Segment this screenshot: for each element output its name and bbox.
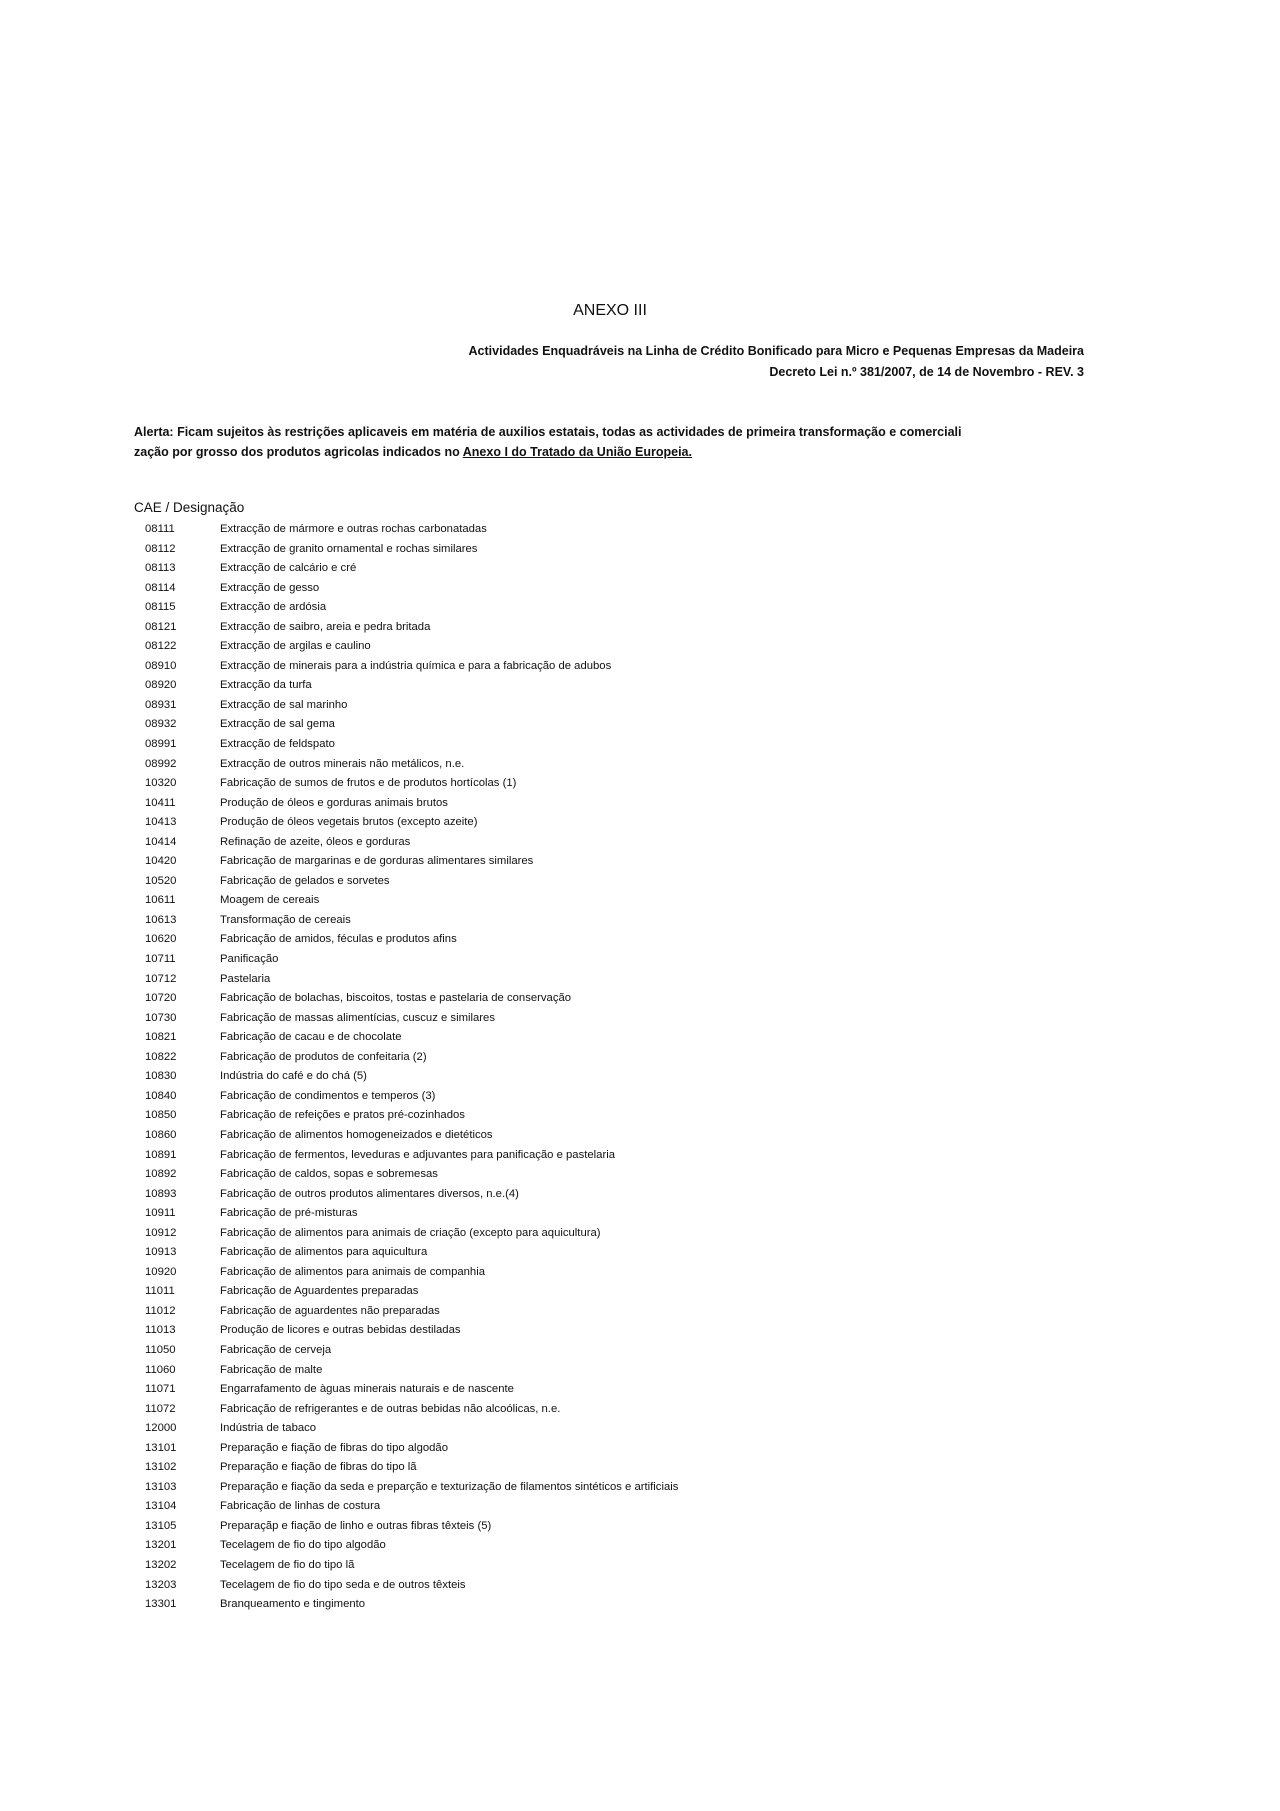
cae-code: 10413: [145, 816, 177, 829]
alert-line-2: [134, 442, 1014, 462]
table-row: [0, 1498, 1280, 1518]
table-row: [0, 1459, 1280, 1479]
table-row: [0, 1107, 1280, 1127]
activity-designation: Extracção de feldspato: [220, 738, 335, 751]
activity-designation: Fabricação de margarinas e de gorduras alimentares similares: [220, 855, 534, 868]
cae-code: 10830: [145, 1070, 177, 1083]
cae-code: 10712: [145, 972, 177, 985]
activity-designation: Fabricação de amidos, féculas e produtos afins: [220, 933, 457, 946]
alert-notice: [134, 422, 1014, 462]
table-row: [0, 1577, 1280, 1597]
cae-code: 10860: [145, 1128, 177, 1141]
table-row: [0, 1088, 1280, 1108]
table-row: [0, 1147, 1280, 1167]
cae-code: 08920: [145, 679, 177, 692]
cae-code: 13202: [145, 1558, 177, 1571]
activity-designation: Extracção de ardósia: [220, 601, 327, 614]
table-row: [0, 990, 1280, 1010]
cae-code: 11050: [145, 1343, 176, 1356]
activity-designation: Transformação de cereais: [220, 913, 351, 926]
cae-code: 08113: [145, 562, 176, 575]
cae-code: 08115: [145, 601, 176, 614]
table-row: [0, 560, 1280, 580]
activity-designation: Preparaçãp e fiação de linho e outras fibras têxteis (5): [220, 1519, 492, 1532]
table-row: [0, 912, 1280, 932]
table-row: [0, 1381, 1280, 1401]
activity-designation: Fabricação de alimentos homogeneizados e dietéticos: [220, 1128, 493, 1141]
cae-code: 08910: [145, 659, 177, 672]
activity-designation: Fabricação de produtos de confeitaria (2): [220, 1050, 427, 1063]
cae-code: 11072: [145, 1402, 176, 1415]
table-row: [0, 1557, 1280, 1577]
cae-code: 08932: [145, 718, 177, 731]
table-row: [0, 1049, 1280, 1069]
table-row: [0, 1518, 1280, 1538]
activity-designation: Fabricação de pré-misturas: [220, 1207, 358, 1220]
activity-designation: Fabricação de fermentos, leveduras e adjuvantes para panificação e pastelaria: [220, 1148, 615, 1161]
cae-code: 10411: [145, 796, 176, 809]
table-row: [0, 1166, 1280, 1186]
activity-designation: Fabricação de caldos, sopas e sobremesas: [220, 1168, 438, 1181]
activity-designation: Extracção de sal marinho: [220, 698, 348, 711]
cae-code: 08112: [145, 542, 176, 555]
activity-designation: Extracção da turfa: [220, 679, 312, 692]
activity-designation: Panificação: [220, 953, 279, 966]
activity-list: [0, 521, 1280, 1616]
activity-designation: Extracção de minerais para a indústria química e para a fabricação de adubos: [220, 659, 612, 672]
table-row: [0, 873, 1280, 893]
table-row: [0, 931, 1280, 951]
activity-designation: Extracção de argilas e caulino: [220, 640, 371, 653]
alert-line-2-text: zação por grosso dos produtos agricolas indicados no: [134, 445, 463, 459]
cae-code: 10620: [145, 933, 177, 946]
activity-designation: Tecelagem de fio do tipo algodão: [220, 1539, 386, 1552]
table-row: [0, 1127, 1280, 1147]
column-header: CAE / Designação: [134, 500, 245, 515]
cae-code: 10821: [145, 1031, 177, 1044]
cae-code: 11071: [145, 1383, 176, 1396]
cae-code: 10730: [145, 1011, 177, 1024]
document-subtitle: Actividades Enquadráveis na Linha de Crédito Bonificado para Micro e Pequenas Empresas da Madeira: [468, 344, 1084, 358]
activity-designation: Produção de óleos e gorduras animais brutos: [220, 796, 448, 809]
cae-code: 10913: [145, 1246, 177, 1259]
table-row: [0, 1205, 1280, 1225]
table-row: [0, 834, 1280, 854]
cae-code: 08114: [145, 581, 176, 594]
cae-code: 10822: [145, 1050, 177, 1063]
table-row: [0, 795, 1280, 815]
table-row: [0, 1068, 1280, 1088]
activity-designation: Fabricação de refrigerantes e de outras bebidas não alcoólicas, n.e.: [220, 1402, 561, 1415]
cae-code: 11012: [145, 1304, 176, 1317]
table-row: [0, 1362, 1280, 1382]
activity-designation: Fabricação de cerveja: [220, 1343, 332, 1356]
activity-designation: Extracção de gesso: [220, 581, 320, 594]
table-row: [0, 1010, 1280, 1030]
table-row: [0, 1440, 1280, 1460]
activity-designation: Fabricação de gelados e sorvetes: [220, 874, 390, 887]
table-row: [0, 1401, 1280, 1421]
table-row: [0, 1537, 1280, 1557]
table-row: [0, 1029, 1280, 1049]
activity-designation: Extracção de outros minerais não metálicos, n.e.: [220, 757, 465, 770]
cae-code: 08121: [145, 620, 177, 633]
activity-designation: Branqueamento e tingimento: [220, 1598, 366, 1611]
activity-designation: Produção de óleos vegetais brutos (excepto azeite): [220, 816, 478, 829]
table-row: [0, 580, 1280, 600]
cae-code: 10611: [145, 894, 176, 907]
activity-designation: Fabricação de condimentos e temperos (3): [220, 1089, 436, 1102]
activity-designation: Preparação e fiação de fibras do tipo lã: [220, 1461, 417, 1474]
cae-code: 08111: [145, 523, 175, 535]
table-row: [0, 1479, 1280, 1499]
cae-code: 11011: [145, 1285, 175, 1298]
cae-code: 10320: [145, 777, 177, 790]
cae-code: 10891: [145, 1148, 177, 1161]
activity-designation: Indústria do café e do chá (5): [220, 1070, 367, 1083]
table-row: [0, 892, 1280, 912]
decree-reference: Decreto Lei n.º 381/2007, de 14 de Novembro - REV. 3: [769, 365, 1084, 379]
activity-designation: Produção de licores e outras bebidas destiladas: [220, 1324, 461, 1337]
activity-designation: Indústria de tabaco: [220, 1422, 317, 1435]
cae-code: 10720: [145, 992, 177, 1005]
activity-designation: Fabricação de refeições e pratos pré-cozinhados: [220, 1109, 465, 1122]
table-row: [0, 1264, 1280, 1284]
cae-code: 10850: [145, 1109, 177, 1122]
table-row: [0, 1596, 1280, 1616]
activity-designation: Fabricação de bolachas, biscoitos, tostas e pastelaria de conservação: [220, 992, 572, 1005]
alert-line-1: Alerta: Ficam sujeitos às restrições aplicaveis em matéria de auxilios estatais, todas as actividades de primeira transformação e comerciali: [134, 425, 962, 439]
cae-code: 13101: [145, 1441, 177, 1454]
cae-code: 10912: [145, 1226, 177, 1239]
cae-code: 08122: [145, 640, 177, 653]
table-row: [0, 697, 1280, 717]
cae-code: 11013: [145, 1324, 176, 1337]
cae-code: 10414: [145, 835, 177, 848]
activity-designation: Extracção de mármore e outras rochas carbonatadas: [220, 523, 487, 535]
activity-designation: Preparação e fiação de fibras do tipo algodão: [220, 1441, 448, 1454]
table-row: [0, 971, 1280, 991]
activity-designation: Engarrafamento de àguas minerais naturais e de nascente: [220, 1383, 514, 1396]
table-row: [0, 736, 1280, 756]
cae-code: 11060: [145, 1363, 176, 1376]
activity-designation: Extracção de calcário e cré: [220, 562, 357, 575]
table-row: [0, 677, 1280, 697]
table-row: [0, 1186, 1280, 1206]
table-row: [0, 638, 1280, 658]
cae-code: 13103: [145, 1480, 177, 1493]
cae-code: 13301: [145, 1598, 177, 1611]
activity-designation: Fabricação de outros produtos alimentares diversos, n.e.(4): [220, 1187, 519, 1200]
activity-designation: Fabricação de linhas de costura: [220, 1500, 381, 1513]
treaty-annex-link[interactable]: Anexo I do Tratado da União Europeia.: [462, 445, 692, 459]
cae-code: 13105: [145, 1519, 177, 1532]
table-row: [0, 619, 1280, 639]
activity-designation: Extracção de saibro, areia e pedra britada: [220, 620, 431, 633]
table-row: [0, 1244, 1280, 1264]
cae-code: 08931: [145, 698, 177, 711]
table-row: [0, 1342, 1280, 1362]
table-row: [0, 1322, 1280, 1342]
document-title: ANEXO III: [573, 302, 647, 319]
activity-designation: Fabricação de aguardentes não preparadas: [220, 1304, 440, 1317]
table-row: [0, 1303, 1280, 1323]
cae-code: 08991: [145, 738, 177, 751]
activity-designation: Fabricação de Aguardentes preparadas: [220, 1285, 419, 1298]
cae-code: 10613: [145, 913, 177, 926]
table-row: [0, 814, 1280, 834]
cae-code: 13102: [145, 1461, 177, 1474]
table-row: [0, 521, 1280, 541]
activity-designation: Fabricação de cacau e de chocolate: [220, 1031, 402, 1044]
activity-designation: Extracção de granito ornamental e rochas similares: [220, 542, 478, 555]
cae-code: 13104: [145, 1500, 177, 1513]
activity-designation: Pastelaria: [220, 972, 271, 985]
cae-code: 10840: [145, 1089, 177, 1102]
table-row: [0, 853, 1280, 873]
cae-code: 10892: [145, 1168, 177, 1181]
table-row: [0, 716, 1280, 736]
activity-designation: Moagem de cereais: [220, 894, 320, 907]
cae-code: 13201: [145, 1539, 177, 1552]
activity-designation: Fabricação de alimentos para animais de companhia: [220, 1265, 485, 1278]
cae-code: 12000: [145, 1422, 177, 1435]
table-row: [0, 1420, 1280, 1440]
cae-code: 10911: [145, 1207, 176, 1220]
cae-code: 10920: [145, 1265, 177, 1278]
cae-code: 08992: [145, 757, 177, 770]
activity-designation: Refinação de azeite, óleos e gorduras: [220, 835, 411, 848]
table-row: [0, 1225, 1280, 1245]
activity-designation: Fabricação de sumos de frutos e de produtos hortícolas (1): [220, 777, 517, 790]
activity-designation: Fabricação de alimentos para aquicultura: [220, 1246, 428, 1259]
cae-code: 10420: [145, 855, 177, 868]
table-row: [0, 1283, 1280, 1303]
table-row: [0, 599, 1280, 619]
cae-code: 10893: [145, 1187, 177, 1200]
table-row: [0, 951, 1280, 971]
cae-code: 10520: [145, 874, 177, 887]
activity-designation: Fabricação de massas alimentícias, cuscuz e similares: [220, 1011, 495, 1024]
table-row: [0, 658, 1280, 678]
activity-designation: Fabricação de alimentos para animais de criação (excepto para aquicultura): [220, 1226, 601, 1239]
cae-code: 10711: [145, 953, 176, 966]
cae-code: 13203: [145, 1578, 177, 1591]
activity-designation: Fabricação de malte: [220, 1363, 323, 1376]
activity-designation: Preparação e fiação da seda e preparção e texturização de filamentos sintéticos e artificiais: [220, 1480, 679, 1493]
activity-designation: Extracção de sal gema: [220, 718, 335, 731]
activity-designation: Tecelagem de fio do tipo seda e de outros têxteis: [220, 1578, 466, 1591]
table-row: [0, 541, 1280, 561]
table-row: [0, 756, 1280, 776]
table-row: [0, 775, 1280, 795]
activity-designation: Tecelagem de fio do tipo lã: [220, 1558, 355, 1571]
